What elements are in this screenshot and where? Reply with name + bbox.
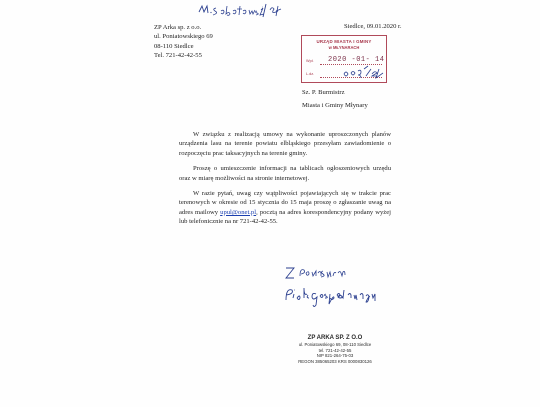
stamp-ldz-handwriting bbox=[342, 64, 386, 80]
stamp-office-town: w MŁYNARACH bbox=[328, 45, 360, 50]
sender-company: ZP Arka sp. z o.o. bbox=[154, 24, 202, 31]
footer-regon: REGON 385065203 KRS 0000830126 bbox=[298, 358, 372, 364]
recipient-office: Miasta i Gminy Młynary bbox=[302, 102, 368, 109]
sender-phone: Tel. 721-42-42-55 bbox=[154, 52, 202, 60]
handwritten-note bbox=[196, 0, 286, 22]
stamp-wpl-label: Wpł. bbox=[306, 59, 314, 63]
footer-tel: tel. 721-42-42-55 bbox=[318, 347, 352, 353]
body-paragraph-1: W związku z realizacją umowy na wykonanie uproszczonych planów urządzenia lasu na terenie powiatu elbląskiego przesyłam zawiadomienie o rozpoczęciu prac taksacyjnych na terenie gminy. bbox=[179, 131, 391, 157]
body-paragraph-3 bbox=[179, 189, 391, 227]
sender-address bbox=[154, 23, 213, 61]
paragraph-3-text-a: W razie pytań, uwag czy wątpliwości pojawiających się w trakcie prac terenowych w okresie od 15 stycznia do 15 maja proszę o zgłaszanie uwag na adres mailowy bbox=[179, 190, 391, 216]
letter-body bbox=[179, 130, 391, 233]
stamp-office-name: URZĄD MIASTA I GMINY bbox=[316, 39, 372, 44]
stamp-date: 2020 -01- 14 bbox=[328, 56, 385, 64]
footer-company: ZP ARKA SP. Z O.O bbox=[307, 335, 363, 341]
email-link[interactable]: upul@onet.pl bbox=[220, 208, 257, 216]
recipient-title: Sz. P. Burmistrz bbox=[302, 89, 345, 96]
company-footer-stamp bbox=[280, 334, 390, 364]
footer-address: ul. Poniatowskiego 69, 08-110 Siedlce bbox=[298, 342, 372, 347]
registry-stamp bbox=[301, 35, 387, 83]
body-paragraph-2: Proszę o umieszczenie informacji na tablicach ogłoszeniowych urzędu oraz w miarę możliwości na stronie internetowej. bbox=[179, 165, 391, 182]
paragraph-3-text-b: , pocztą na adres korespondencyjny podany wyżej lub telefonicznie na nr 721-42-42-55. bbox=[179, 208, 391, 226]
sender-street: ul. Poniatowskiego 69 bbox=[154, 33, 213, 41]
footer-nip: NIP 821-264-75-03 bbox=[316, 353, 354, 359]
stamp-ldz-label: L.dz. bbox=[306, 72, 315, 76]
date-line: Siedlce, 09.01.2020 r. bbox=[344, 23, 402, 30]
sender-city: 08-110 Siedlce bbox=[154, 42, 194, 50]
handwritten-signature bbox=[282, 260, 397, 310]
recipient-block bbox=[302, 86, 368, 112]
